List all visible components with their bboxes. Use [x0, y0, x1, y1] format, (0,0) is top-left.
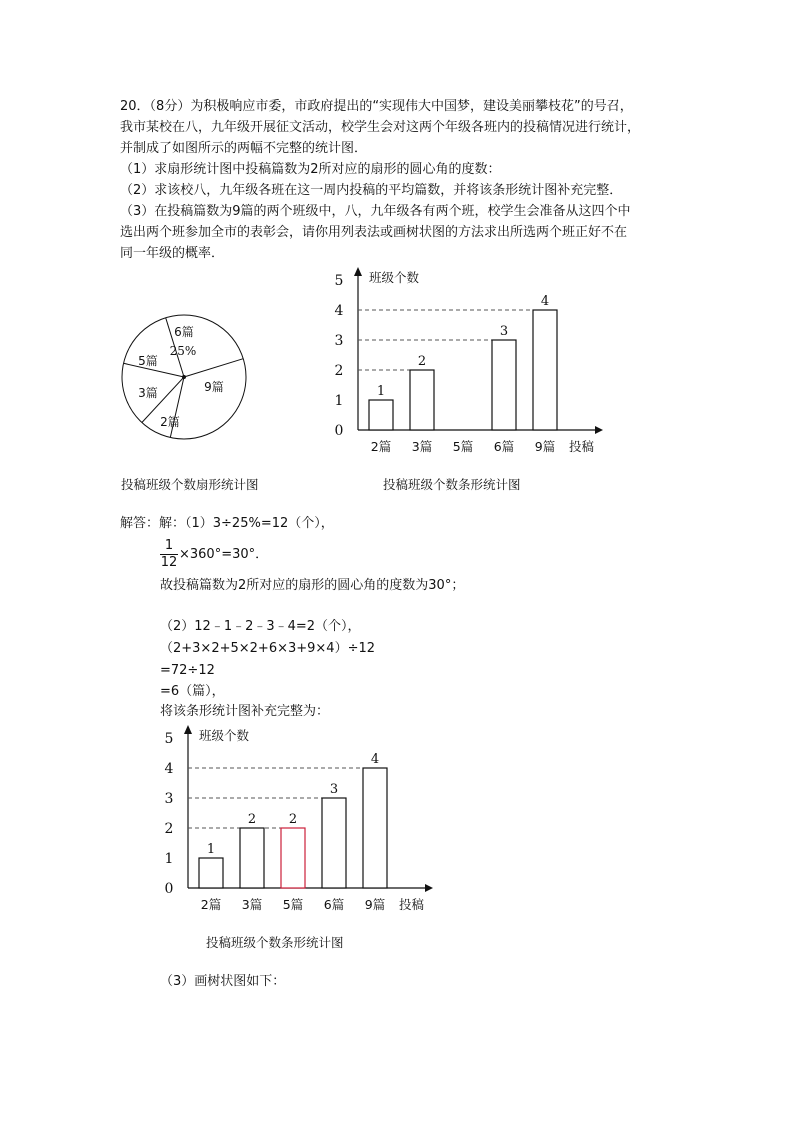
bar-value-label: 4: [370, 752, 380, 767]
bar: [322, 798, 346, 888]
pie-label-5: 5篇: [138, 354, 158, 368]
fraction: [160, 538, 178, 571]
pie-chart-title: 投稿班级个数扇形统计图: [121, 477, 259, 492]
question-line: 并制成了如图所示的两幅不完整的统计图．: [120, 141, 368, 156]
x-axis-label: 投稿: [399, 897, 425, 912]
question-line: 20．（8分）为积极响应市委，市政府提出的“实现伟大中国梦，建设美丽攀枝花”的号召，: [120, 99, 633, 114]
y-tick-label: 1: [164, 851, 174, 867]
y-tick-label: 4: [164, 761, 174, 777]
y-tick-label: 1: [334, 393, 344, 409]
bar-chart-incomplete-title: 投稿班级个数条形统计图: [383, 477, 521, 492]
y-tick-label: 2: [334, 363, 344, 379]
answer-p2-line: =72÷12: [160, 663, 215, 678]
bar: [199, 858, 223, 888]
x-tick-label: 9篇: [364, 897, 386, 912]
y-tick-label: 5: [334, 273, 344, 289]
bar: [492, 340, 516, 430]
pie-chart: [110, 305, 260, 455]
answer-intro: 解答：解：（1）3÷25%=12（个），: [120, 516, 334, 531]
bar-value-label: 2: [247, 812, 257, 827]
bar-value-label: 2: [417, 354, 427, 369]
x-axis-arrow-icon: [595, 426, 603, 434]
bar: [533, 310, 557, 430]
bar: [369, 400, 393, 430]
x-tick-label: 6篇: [493, 439, 515, 454]
x-tick-label: 3篇: [241, 897, 263, 912]
y-tick-label: 3: [334, 333, 344, 349]
fraction-numerator: 1: [164, 538, 174, 553]
x-tick-label: 2篇: [370, 439, 392, 454]
x-tick-label: 6篇: [323, 897, 345, 912]
answer-fraction-rest: ×360°=30°．: [179, 547, 269, 562]
question-line: 我市某校在八，九年级开展征文活动，校学生会对这两个年级各班内的投稿情况进行统计，: [120, 120, 641, 135]
y-tick-label: 0: [164, 881, 174, 897]
bar: [410, 370, 434, 430]
answer-p2-line: 将该条形统计图补充完整为：: [160, 704, 330, 719]
x-tick-label: 3篇: [411, 439, 433, 454]
bar: [363, 768, 387, 888]
pie-label-2: 2篇: [160, 415, 180, 429]
bar-value-label: 3: [499, 324, 509, 339]
answer-p2-line: =6（篇），: [160, 684, 225, 699]
bar: [240, 828, 264, 888]
y-axis-label: 班级个数: [369, 270, 420, 285]
fraction-denominator: 12: [160, 555, 178, 570]
y-tick-label: 3: [164, 791, 174, 807]
y-tick-label: 5: [164, 731, 174, 747]
y-axis-label: 班级个数: [199, 728, 250, 743]
x-tick-label: 9篇: [534, 439, 556, 454]
question-line: （1）求扇形统计图中投稿篇数为2所对应的扇形的圆心角的度数：: [120, 162, 501, 177]
question-line: （2）求该校八，九年级各班在这一周内投稿的平均篇数，并将该条形统计图补充完整．: [120, 183, 623, 198]
y-tick-label: 2: [164, 821, 174, 837]
bar-value-label: 1: [206, 842, 216, 857]
pie-label-percent: 25%: [169, 344, 197, 358]
pie-center: [182, 375, 186, 379]
bar: [281, 828, 305, 888]
y-tick-label: 0: [334, 423, 344, 439]
bar-value-label: 3: [329, 782, 339, 797]
x-tick-label: 2篇: [200, 897, 222, 912]
pie-label-3: 3篇: [138, 386, 158, 400]
x-tick-label: 5篇: [282, 897, 304, 912]
bar-chart-complete: [155, 720, 445, 925]
bar-chart-complete-title: 投稿班级个数条形统计图: [206, 935, 344, 950]
question-line: 选出两个班参加全市的表彰会，请你用列表法或画树状图的方法求出所选两个班正好不在: [120, 225, 628, 240]
x-axis-arrow-icon: [425, 884, 433, 892]
pie-label-6: 6篇: [174, 325, 194, 339]
x-tick-label: 5篇: [452, 439, 474, 454]
y-tick-label: 4: [334, 303, 344, 319]
answer-p3-line: （3）画树状图如下：: [160, 974, 286, 989]
question-line: （3）在投稿篇数为9篇的两个班级中，八，九年级各有两个班，校学生会准备从这四个中: [120, 204, 631, 219]
answer-conclusion-1: 故投稿篇数为2所对应的扇形的圆心角的度数为30°；: [160, 578, 465, 593]
y-axis-arrow-icon: [184, 725, 192, 734]
question-line: 同一年级的概率．: [120, 246, 225, 261]
pie-label-9: 9篇: [204, 380, 224, 394]
bar-value-label: 4: [540, 294, 550, 309]
y-axis-arrow-icon: [354, 267, 362, 276]
answer-p2-line: （2+3×2+5×2+6×3+9×4）÷12: [160, 641, 376, 656]
bar-value-label: 2: [288, 812, 298, 827]
x-axis-label: 投稿: [569, 439, 595, 454]
answer-p2-line: （2）12﹣1﹣2﹣3﹣4=2（个），: [160, 619, 361, 634]
bar-chart-incomplete: [325, 262, 615, 467]
bar-value-label: 1: [376, 384, 386, 399]
